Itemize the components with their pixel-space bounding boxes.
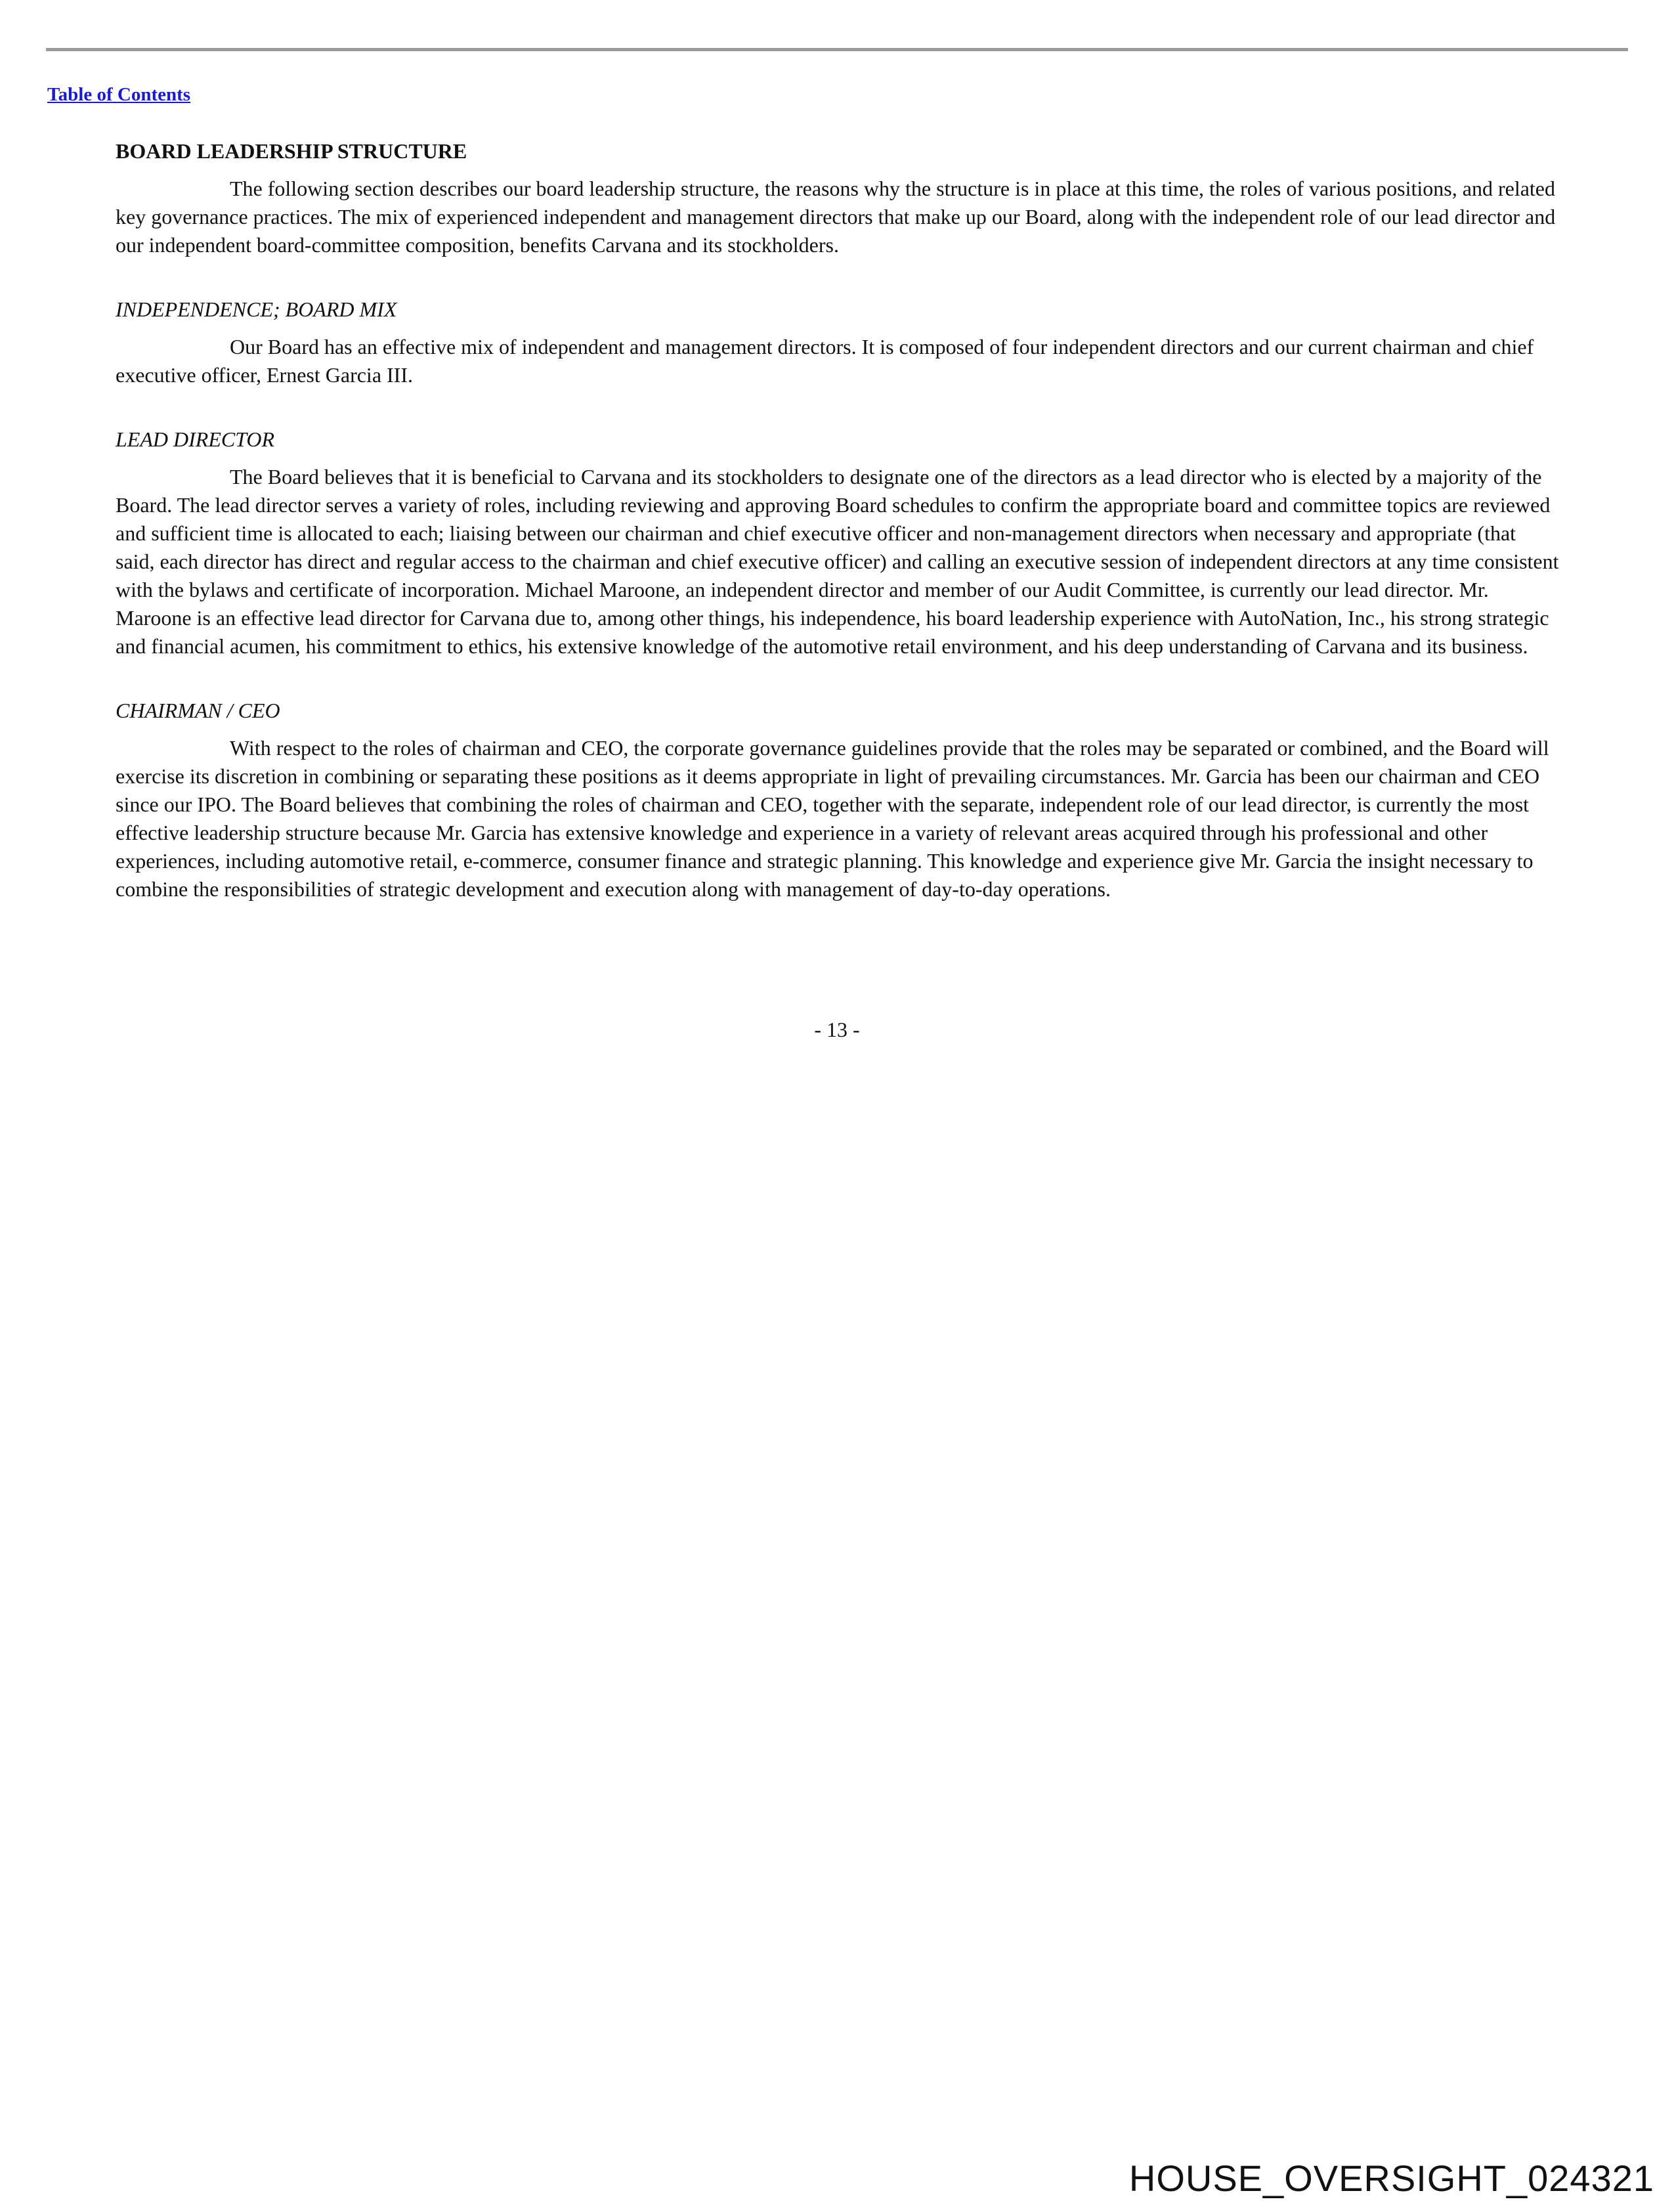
page-title: BOARD LEADERSHIP STRUCTURE <box>116 139 467 163</box>
bates-stamp: HOUSE_OVERSIGHT_024321 <box>1128 2158 1654 2199</box>
page-number: - 13 - <box>814 1018 860 1041</box>
section-heading-lead-director: LEAD DIRECTOR <box>116 427 275 451</box>
section-heading-chairman-ceo: CHAIRMAN / CEO <box>116 699 280 722</box>
document-body <box>116 137 1560 903</box>
section-heading-independence: INDEPENDENCE; BOARD MIX <box>116 297 397 321</box>
table-of-contents-link[interactable]: Table of Contents <box>47 84 191 105</box>
section-body-independence: Our Board has an effective mix of independent and management directors. It is composed of four independent directors and our current chairman and chief executive officer, Ernest Garcia III. <box>116 335 1534 387</box>
section-body-lead-director: The Board believes that it is beneficial to Carvana and its stockholders to designate one of the directors as a lead director who is elected by a majority of the Board. The lead director serves a variety of roles, including reviewing and approving Board schedules to confirm the appropriate board and committee topics are reviewed and sufficient time is allocated to each; liaising between our chairman and chief executive officer and non-management directors when necessary and appropriate (that said, each director has direct and regular access to the chairman and chief executive officer) and calling an executive session of independent directors at any time consistent with the bylaws and certificate of incorporation. Michael Maroone, an independent director and member of our Audit Committee, is currently our lead director. Mr. Maroone is an effective lead director for Carvana due to, among other things, his independence, his board leadership experience with AutoNation, Inc., his strong strategic and financial acumen, his commitment to ethics, his extensive knowledge of the automotive retail environment, and his deep understanding of Carvana and its business. <box>116 465 1559 658</box>
top-divider <box>46 48 1628 51</box>
section-body-chairman-ceo: With respect to the roles of chairman and CEO, the corporate governance guidelines provide that the roles may be separated or combined, and the Board will exercise its discretion in combining or separating these positions as it deems appropriate in light of prevailing circumstances. Mr. Garcia has been our chairman and CEO since our IPO. The Board believes that combining the roles of chairman and CEO, together with the separate, independent role of our lead director, is currently the most effective leadership structure because Mr. Garcia has extensive knowledge and experience in a variety of relevant areas acquired through his professional and other experiences, including automotive retail, e-commerce, consumer finance and strategic planning. This knowledge and experience give Mr. Garcia the insight necessary to combine the responsibilities of strategic development and execution along with management of day-to-day operations. <box>116 736 1549 901</box>
intro-paragraph: The following section describes our board leadership structure, the reasons why the structure is in place at this time, the roles of various positions, and related key governance practices. The mix of experienced independent and management directors that make up our Board, along with the independent role of our lead director and our independent board-committee composition, benefits Carvana and its stockholders. <box>116 177 1556 257</box>
